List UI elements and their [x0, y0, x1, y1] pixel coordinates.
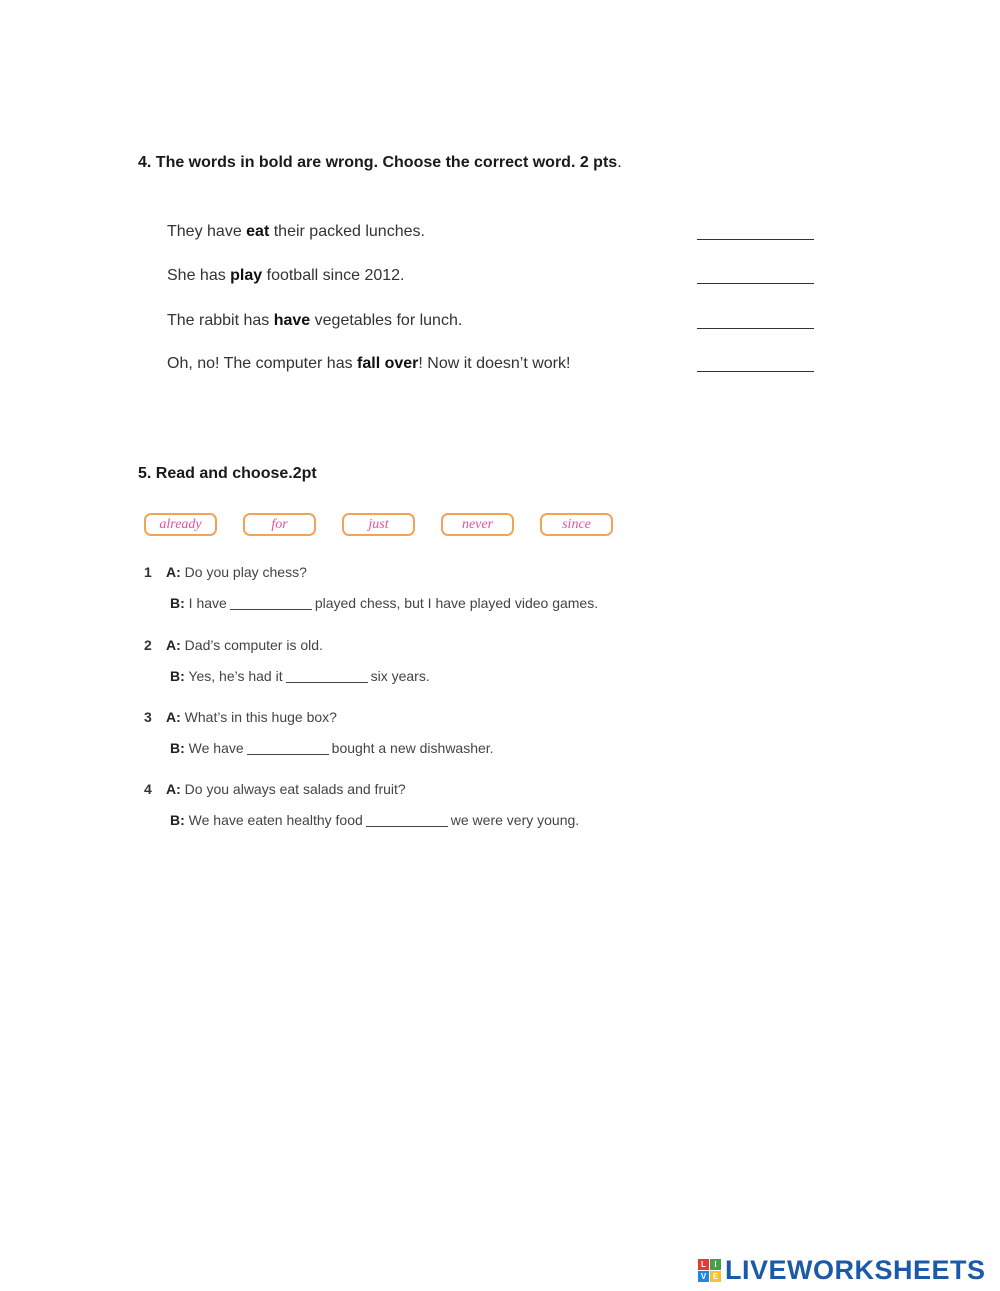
logo-mark-icon: L I V E — [698, 1259, 721, 1282]
question-1-a: A: Do you play chess? — [166, 564, 307, 580]
sentence-4: Oh, no! The computer has fall over! Now it doesn’t work! — [167, 355, 571, 372]
answer-blank[interactable] — [230, 609, 312, 610]
wrong-word: eat — [246, 223, 270, 240]
question-2-a: A: Dad’s computer is old. — [166, 637, 323, 653]
word-chip-since[interactable]: since — [540, 513, 613, 536]
question-1-b: B: I have played chess, but I have played video games. — [170, 595, 599, 611]
question-4-a: A: Do you always eat salads and fruit? — [166, 781, 406, 797]
question-3-b: B: We have bought a new dishwasher. — [170, 740, 494, 756]
word-chip-never[interactable]: never — [441, 513, 514, 536]
wrong-word: play — [230, 267, 263, 284]
answer-blank-1[interactable] — [697, 226, 814, 240]
answer-blank-3[interactable] — [697, 315, 814, 329]
answer-blank-4[interactable] — [697, 358, 814, 372]
liveworksheets-logo — [698, 1255, 986, 1285]
question-3-a: A: What’s in this huge box? — [166, 709, 337, 725]
question-number: 1 — [144, 564, 152, 580]
sentence-1: They have eat their packed lunches. — [167, 223, 425, 240]
logo-text: LIVEWORKSHEETS — [725, 1254, 986, 1285]
answer-blank[interactable] — [286, 682, 368, 683]
word-chip-already[interactable]: already — [144, 513, 217, 536]
wrong-word: fall over — [357, 355, 419, 372]
question-4-b: B: We have eaten healthy food we were very young. — [170, 812, 580, 828]
answer-blank[interactable] — [366, 826, 448, 827]
word-chip-just[interactable]: just — [342, 513, 415, 536]
question-2-b: B: Yes, he’s had it six years. — [170, 668, 430, 684]
sentence-3: The rabbit has have vegetables for lunch. — [167, 312, 463, 329]
question-number: 2 — [144, 637, 152, 653]
answer-blank-2[interactable] — [697, 270, 814, 284]
question-number: 4 — [144, 781, 152, 797]
answer-blank[interactable] — [247, 754, 329, 755]
section-5-heading: 5. Read and choose.2pt — [138, 465, 317, 482]
section-4-heading: 4. The words in bold are wrong. Choose the correct word. 2 pts. — [138, 154, 622, 171]
sentence-2: She has play football since 2012. — [167, 267, 405, 284]
question-number: 3 — [144, 709, 152, 725]
wrong-word: have — [273, 312, 311, 329]
word-chip-for[interactable]: for — [243, 513, 316, 536]
